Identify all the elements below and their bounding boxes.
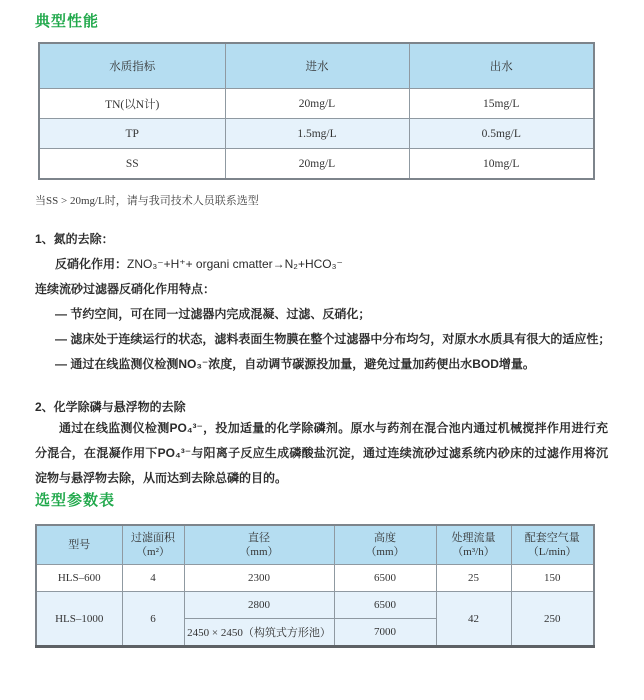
header-unit: （m³/h） [452,546,495,558]
table-cell: 0.5mg/L [409,119,594,149]
table-cell: 6 [122,592,184,647]
feature-item: — 滤床处于连续运行的状态，滤料表面生物膜在整个过滤器中分布均匀，对原水水质具有很大的适应性； [55,332,611,346]
feature-item: — 节约空间，可在同一过滤器内完成混凝、过滤、反硝化； [55,307,371,321]
header-diameter [184,525,334,565]
header-label: 配套空气量 [524,532,580,544]
table-cell: 2450 × 2450（构筑式方形池） [184,619,334,647]
table-cell: 25 [436,565,511,592]
table-cell: SS [39,149,225,180]
header-label: 高度 [374,532,396,544]
header-label: 直径 [248,532,270,544]
item2-title: 2、化学除磷与悬浮物的去除 [35,400,186,414]
table-cell: 250 [511,592,594,647]
table-cell: 4 [122,565,184,592]
table-row-tp [39,119,594,149]
table-cell: TP [39,119,225,149]
header-unit: （mm） [365,546,405,558]
table-cell: 6500 [334,565,436,592]
item2-paragraph: 通过在线监测仪检测PO₄³⁻，投加适量的化学除磷剂。原水与药剂在混合池内通过机械搅拌作用进行充分混合，在混凝作用下PO₄³⁻与阳离子反应生成磷酸盐沉淀，通过连续流砂过滤系统内砂床的过滤作用将沉淀物与悬浮物去除，从而达到去除总磷的目的。 [35,421,608,485]
table-header-row [39,43,594,89]
item1-title: 1、氮的去除： [35,232,114,246]
table-cell: 20mg/L [225,89,409,119]
header-unit: （mm） [239,546,279,558]
header-model [36,525,122,565]
feature-item: — 通过在线监测仪检测NO₃⁻浓度，自动调节碳源投加量，避免过量加药便出水BOD增量。 [55,357,535,371]
table-cell: 6500 [334,592,436,619]
table-cell: TN(以N计) [39,89,225,119]
table-row-ss [39,149,594,180]
table-cell: 1.5mg/L [225,119,409,149]
header-effluent: 出水 [409,43,594,89]
header-label: 过滤面积 [131,532,175,544]
table-cell: 2800 [184,592,334,619]
table-row-tn [39,89,594,119]
performance-table [38,42,595,180]
header-unit: （m²） [136,546,170,558]
table-row-hls1000-a [36,592,594,619]
header-air-volume [511,525,594,565]
table-row-hls600 [36,565,594,592]
denitrification-formula: ZNO₃⁻+H⁺+ organi cmatter→N₂+HCO₃⁻ [127,257,343,271]
header-influent: 进水 [225,43,409,89]
table-cell: HLS–600 [36,565,122,592]
section-title-performance: 典型性能 [35,13,100,30]
ss-selection-note: 当SS > 20mg/L时，请与我司技术人员联系选型 [35,195,259,207]
table-cell: 42 [436,592,511,647]
header-label: 型号 [68,539,91,551]
table-cell: HLS–1000 [36,592,122,647]
header-flow [436,525,511,565]
header-height [334,525,436,565]
table-header-row [36,525,594,565]
denitrification-label: 反硝化作用： [55,257,128,271]
header-water-quality-index: 水质指标 [39,43,225,89]
header-filter-area [122,525,184,565]
table-cell: 2300 [184,565,334,592]
table-cell: 20mg/L [225,149,409,180]
denitrification-formula-line [35,256,608,273]
section-title-selection: 选型参数表 [35,492,116,509]
selection-table [35,524,595,648]
table-cell: 10mg/L [409,149,594,180]
header-label: 处理流量 [451,532,496,544]
table-cell: 150 [511,565,594,592]
table-cell: 15mg/L [409,89,594,119]
table-cell: 7000 [334,619,436,647]
feature-list-title: 连续流砂过滤器反硝化作用特点： [35,282,216,296]
header-unit: （L/min） [527,546,577,558]
